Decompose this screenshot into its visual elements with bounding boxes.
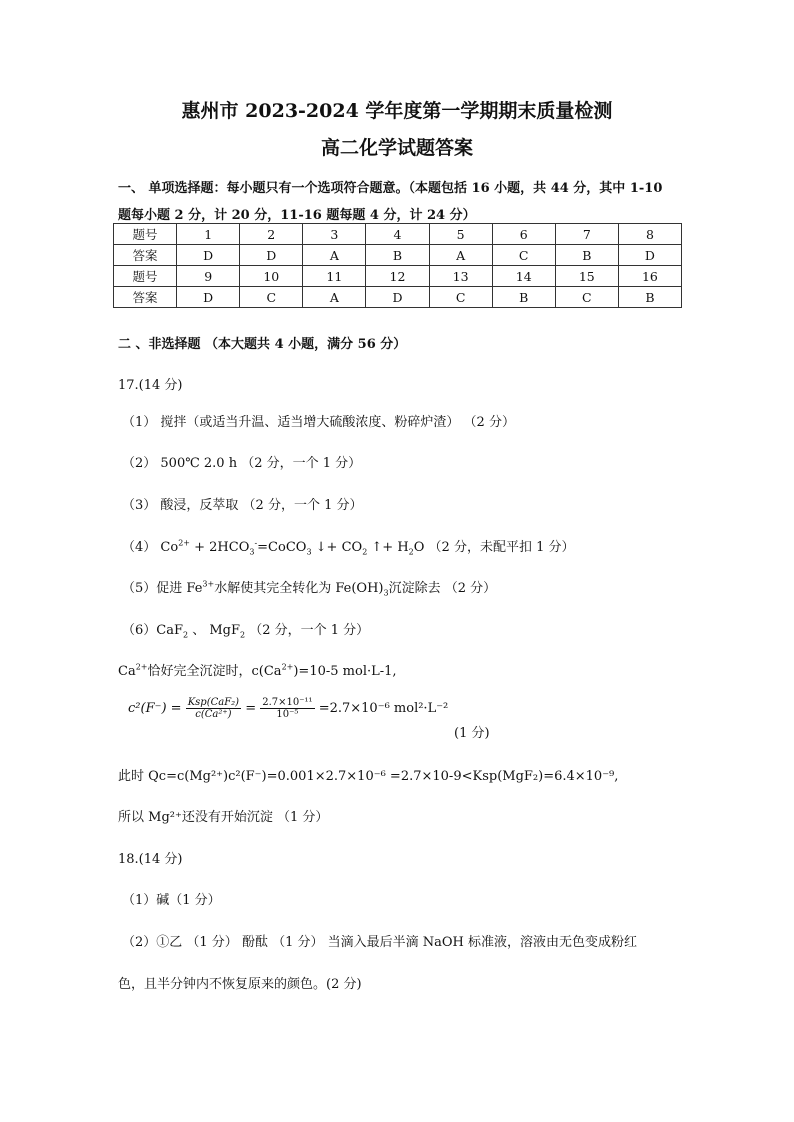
text-part: （6）CaF: [122, 623, 183, 638]
q17-answer-5: [122, 577, 496, 596]
table-cell: A: [303, 245, 366, 266]
table-cell: 5: [429, 224, 492, 245]
equation-part: + 2HCO: [189, 540, 250, 555]
table-cell: C: [492, 245, 555, 266]
table-cell: 15: [555, 266, 618, 287]
table-cell: 13: [429, 266, 492, 287]
table-row: [114, 245, 682, 266]
page-title: 惠州市 2023-2024 学年度第一学期期末质量检测: [181, 100, 613, 122]
superscript: 2+: [178, 538, 190, 548]
superscript: -: [254, 538, 258, 548]
table-row: [114, 287, 682, 308]
superscript: 2+: [135, 662, 148, 672]
text-part: （5）促进 Fe: [122, 581, 203, 596]
text-part: 沉淀除去 （2 分）: [388, 581, 497, 596]
table-cell: 答案: [114, 287, 177, 308]
text-part: )=10-5 mol·L-1,: [293, 664, 397, 679]
q18-answer-2-line1: （2）①乙 （1 分） 酚酞 （1 分） 当滴入最后半滴 NaOH 标准液，溶液由无色变成粉红: [122, 935, 637, 950]
qc-calculation: 此时 Qc=c(Mg²⁺)c²(F⁻)=0.001×2.7×10⁻⁶ =2.7×10-9<Ksp(MgF₂)=6.4×10⁻⁹,: [118, 769, 619, 784]
equation-score: (1 分): [454, 726, 490, 741]
section1-heading-line1: 一、 单项选择题：每小题只有一个选项符合题意。（本题包括 16 小题，共 44 分，其中 1-10: [118, 181, 663, 196]
q17-heading: 17.(14 分): [118, 378, 183, 393]
table-cell: C: [429, 287, 492, 308]
table-cell: 1: [177, 224, 240, 245]
table-cell: 题号: [114, 266, 177, 287]
answer-table: [113, 223, 682, 308]
subscript: 2: [362, 547, 368, 557]
superscript: 3+: [202, 579, 215, 589]
table-cell: 3: [303, 224, 366, 245]
text-part: 恰好完全沉淀时，c(Ca: [147, 664, 282, 679]
table-cell: D: [240, 245, 303, 266]
page-subtitle: 高二化学试题答案: [320, 137, 473, 159]
q17-answer-1: （1） 搅拌（或适当升温、适当增大硫酸浓度、粉碎炉渣） （2 分）: [122, 415, 515, 430]
equation-result: =2.7×10⁻⁶ mol²·L⁻²: [318, 701, 449, 716]
table-cell: B: [618, 287, 681, 308]
table-cell: 答案: [114, 245, 177, 266]
table-cell: D: [177, 245, 240, 266]
table-cell: 10: [240, 266, 303, 287]
fraction-ksp: [186, 697, 241, 720]
subscript: 2: [183, 630, 189, 640]
table-cell: B: [492, 287, 555, 308]
table-cell: 6: [492, 224, 555, 245]
table-cell: D: [177, 287, 240, 308]
table-cell: 12: [366, 266, 429, 287]
text-part: （2 分，一个 1 分）: [245, 623, 370, 638]
table-cell: 8: [618, 224, 681, 245]
table-cell: 题号: [114, 224, 177, 245]
subscript: 2: [240, 630, 246, 640]
table-cell: 9: [177, 266, 240, 287]
q17-conclusion: 所以 Mg²⁺还没有开始沉淀 （1 分）: [118, 810, 329, 825]
equation-part: O （2 分，未配平扣 1 分）: [413, 540, 575, 555]
equals-sign: =: [245, 701, 257, 716]
q18-heading: 18.(14 分): [118, 852, 183, 867]
equation-part: （4） Co: [122, 540, 179, 555]
subscript: 3: [306, 547, 312, 557]
table-cell: C: [555, 287, 618, 308]
q18-answer-2-line2: 色，且半分钟内不恢复原来的颜色。(2 分): [118, 977, 362, 992]
table-cell: 16: [618, 266, 681, 287]
table-cell: 11: [303, 266, 366, 287]
subscript: 3: [383, 588, 389, 598]
table-cell: 7: [555, 224, 618, 245]
ca-precipitation-line: [118, 660, 397, 679]
table-cell: 4: [366, 224, 429, 245]
section1-heading-line2: 题每小题 2 分，计 20 分，11-16 题每题 4 分，计 24 分）: [118, 208, 476, 223]
table-cell: A: [429, 245, 492, 266]
text-part: Ca: [118, 664, 136, 679]
equation-part: ↑+ H: [367, 540, 409, 555]
text-part: 水解使其完全转化为 Fe(OH): [214, 581, 384, 596]
table-cell: C: [240, 287, 303, 308]
table-cell: B: [555, 245, 618, 266]
q17-answer-2: （2） 500℃ 2.0 h （2 分，一个 1 分）: [122, 456, 362, 471]
q17-answer-4: [122, 536, 575, 555]
equation-lhs: c²(F⁻) =: [128, 701, 182, 716]
fraction-denominator: c(Ca²⁺): [195, 709, 232, 720]
equation-part: ↓+ CO: [311, 540, 363, 555]
table-row: [114, 266, 682, 287]
table-row: [114, 224, 682, 245]
q17-answer-6: [122, 619, 369, 638]
fluoride-equation: [128, 697, 448, 720]
table-cell: D: [618, 245, 681, 266]
fraction-numerator: Ksp(CaF₂): [187, 697, 240, 708]
table-cell: 14: [492, 266, 555, 287]
q17-answer-3: （3） 酸浸，反萃取 （2 分，一个 1 分）: [122, 498, 363, 513]
fraction-numerator: 2.7×10⁻¹¹: [262, 697, 313, 708]
fraction-values: [260, 697, 314, 720]
table-cell: B: [366, 245, 429, 266]
equation-part: =CoCO: [257, 540, 307, 555]
table-cell: 2: [240, 224, 303, 245]
table-cell: A: [303, 287, 366, 308]
text-part: 、 MgF: [188, 623, 241, 638]
subscript: 2: [408, 547, 414, 557]
q18-answer-1: （1）碱（1 分）: [122, 893, 221, 908]
superscript: 2+: [281, 662, 294, 672]
fraction-denominator: 10⁻⁵: [276, 709, 299, 720]
subscript: 3: [249, 547, 255, 557]
section2-heading: 二 、非选择题 （本大题共 4 小题，满分 56 分）: [118, 337, 407, 352]
table-cell: D: [366, 287, 429, 308]
